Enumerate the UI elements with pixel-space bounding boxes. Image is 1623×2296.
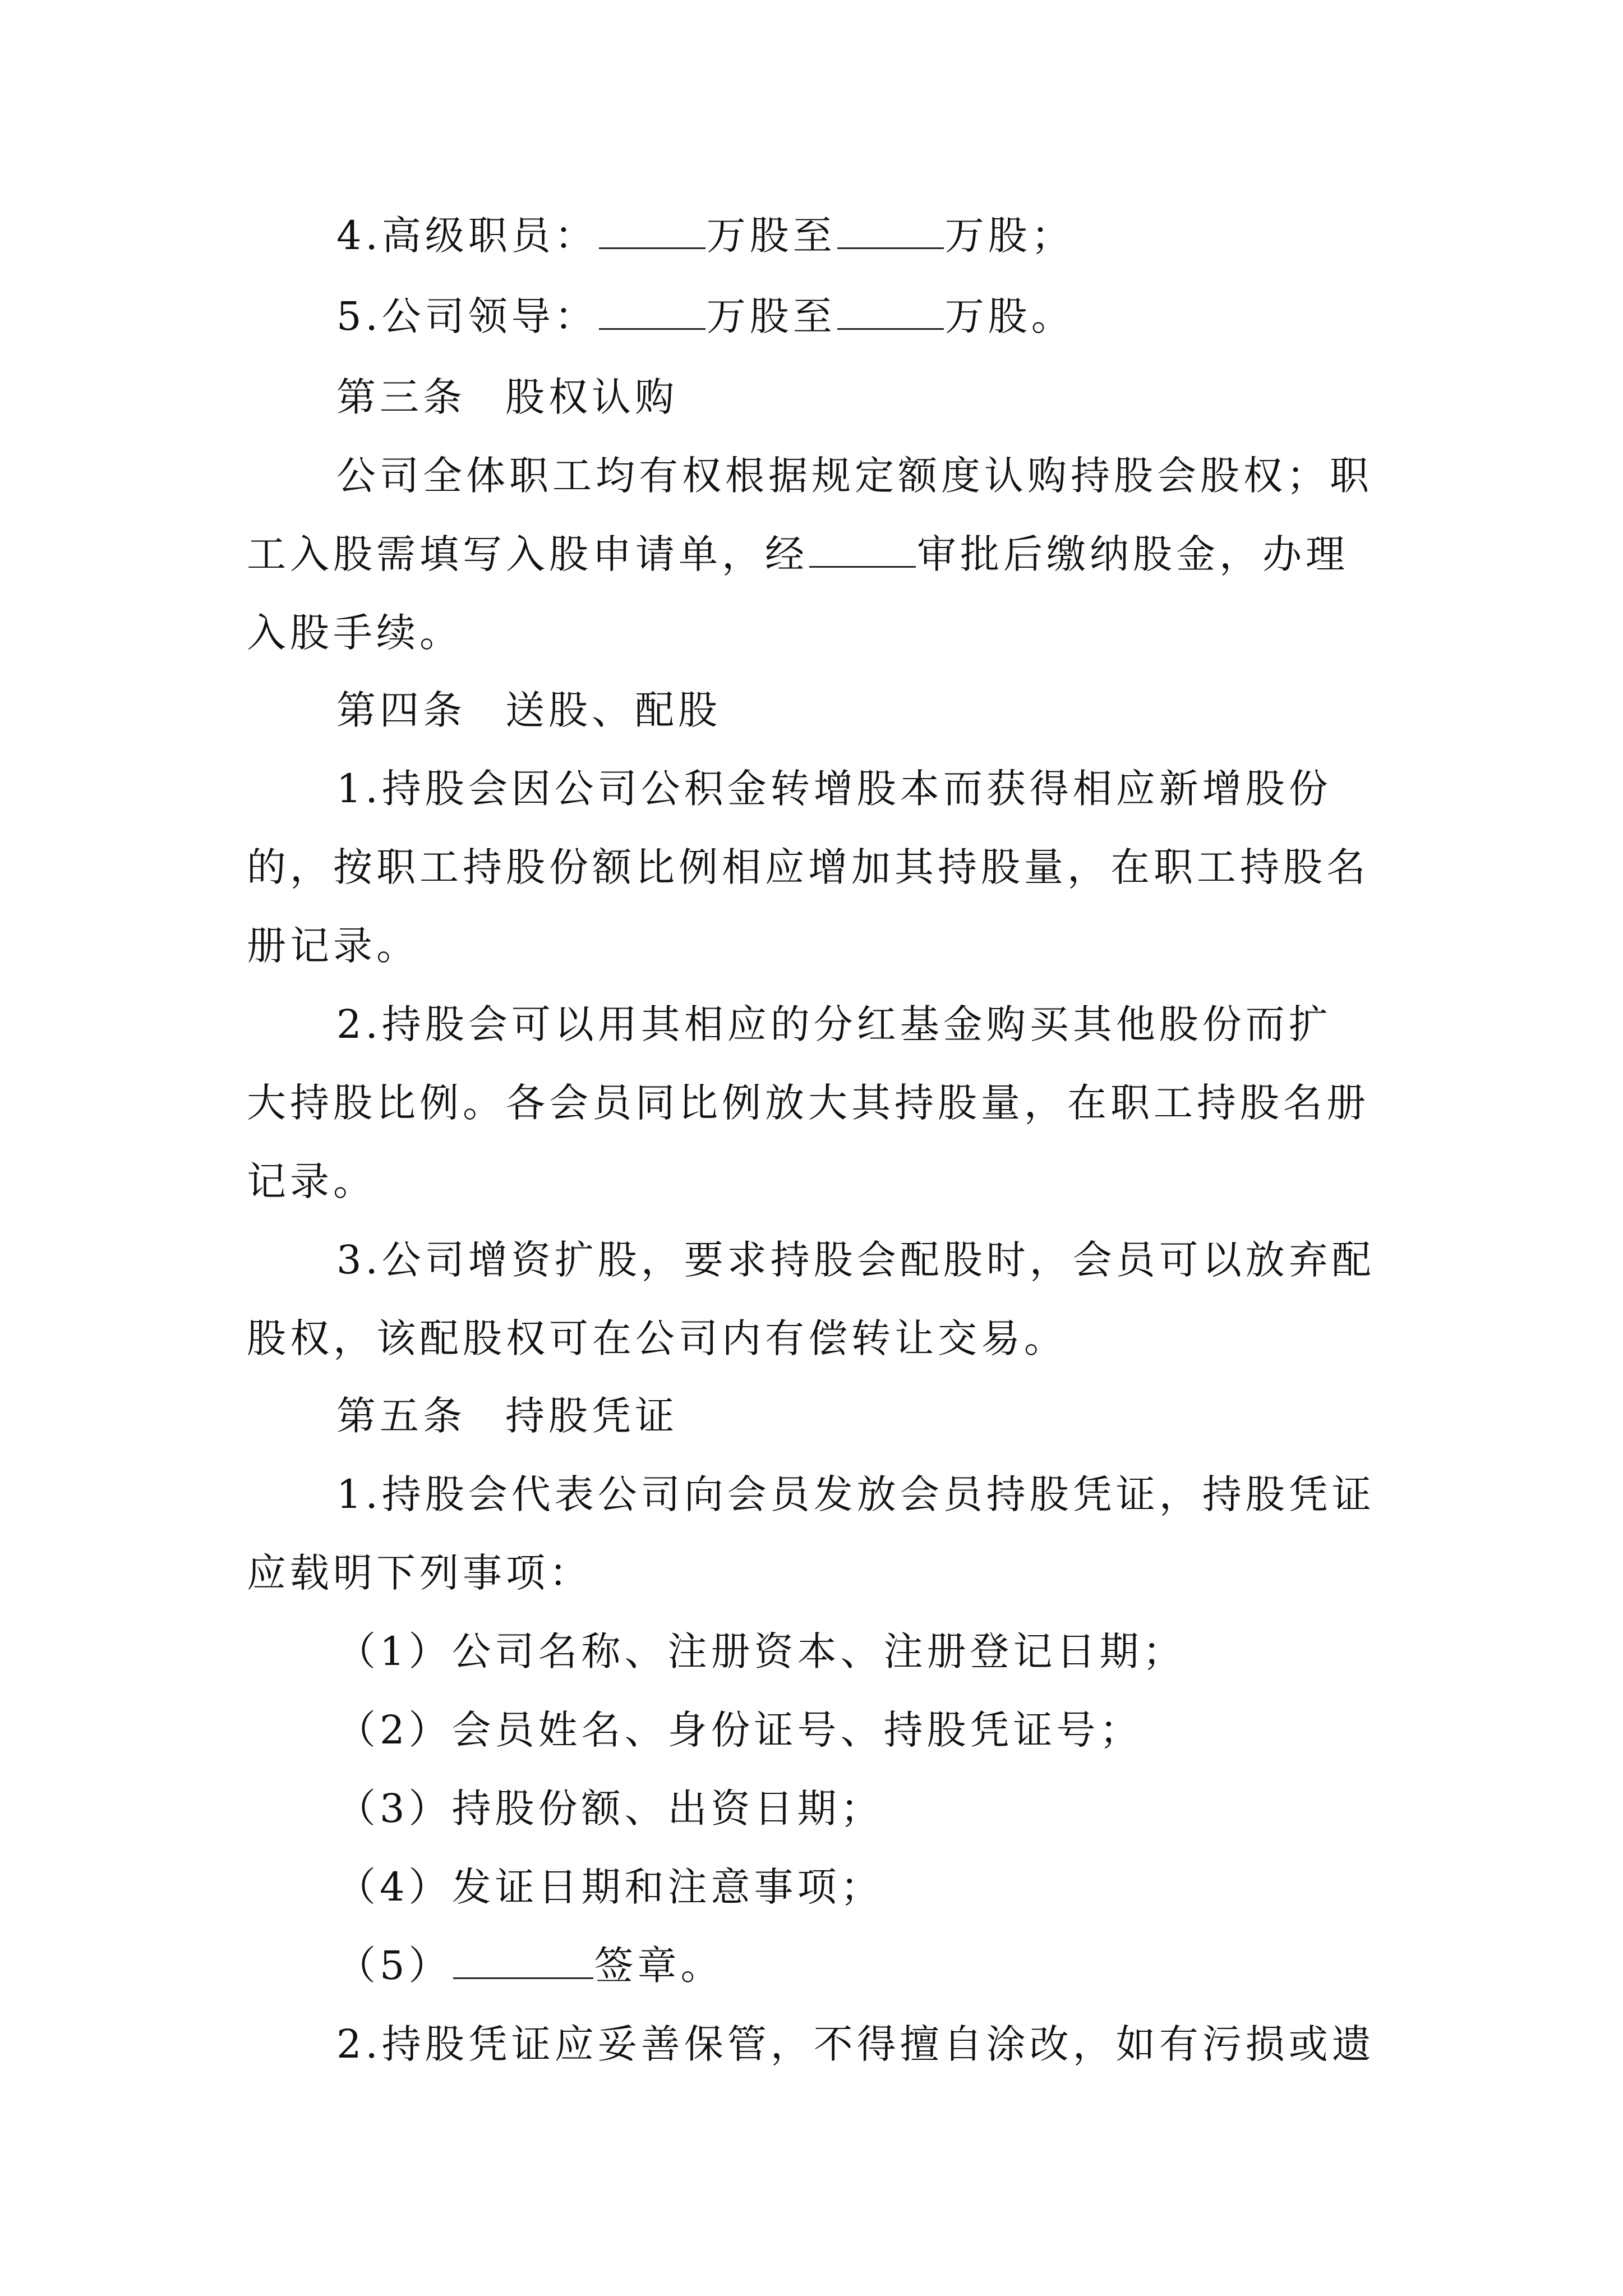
paragraph-line: 股权，该配股权可在公司内有偿转让交易。 — [247, 1315, 1067, 1361]
list-item-senior-staff — [336, 209, 1075, 263]
paragraph-line: 2.持股会可以用其相应的分红基金购买其他股份而扩 — [336, 1001, 1332, 1047]
article-number: 第三条 — [336, 374, 466, 420]
article-title: 持股凭证 — [505, 1393, 678, 1439]
article-heading-5 — [336, 1389, 678, 1443]
list-item-text: 万股至 — [706, 213, 836, 259]
fill-in-blank — [837, 213, 944, 249]
list-item-text: 万股至 — [706, 293, 836, 339]
list-item: （3）持股份额、出资日期； — [336, 1786, 884, 1832]
list-item-text: 签章。 — [594, 1943, 724, 1989]
paragraph-line: 册记录。 — [247, 923, 419, 969]
paragraph-line: 2.持股凭证应妥善保管，不得擅自涂改，如有污损或遗 — [336, 2021, 1375, 2067]
article-number: 第五条 — [336, 1393, 466, 1439]
paragraph-line — [247, 527, 1349, 581]
article-heading-4 — [336, 683, 721, 737]
paragraph-line: 3.公司增资扩股，要求持股会配股时，会员可以放弃配 — [336, 1237, 1375, 1283]
article-title: 送股、配股 — [505, 687, 721, 733]
paragraph-line: 1.持股会因公司公积金转增股本而获得相应新增股份 — [336, 766, 1332, 812]
list-item-text: 万股； — [944, 213, 1075, 259]
paragraph-line: 记录。 — [247, 1158, 376, 1204]
paragraph-line: 应载明下列事项： — [247, 1550, 592, 1596]
list-item-company-leaders — [336, 289, 1075, 343]
list-item: （2）会员姓名、身份证号、持股凭证号； — [336, 1707, 1143, 1753]
list-item-label: （5） — [336, 1943, 452, 1989]
paragraph-line: 大持股比例。各会员同比例放大其持股量，在职工持股名册 — [247, 1080, 1370, 1126]
article-number: 第四条 — [336, 687, 466, 733]
paragraph-text: 工入股需填写入股申请单，经 — [247, 531, 808, 577]
paragraph-text: 审批后缴纳股金，办理 — [917, 531, 1349, 577]
list-item-text: 万股。 — [944, 293, 1075, 339]
list-item-label: 4.高级职员： — [336, 213, 598, 259]
fill-in-blank — [809, 531, 916, 568]
paragraph-line: 的，按职工持股份额比例相应增加其持股量，在职工持股名 — [247, 844, 1370, 890]
paragraph-line: 公司全体职工均有权根据规定额度认购持股会股权；职 — [336, 453, 1373, 499]
paragraph-line: 入股手续。 — [247, 610, 463, 656]
fill-in-blank — [453, 1943, 593, 1979]
list-item: （4）发证日期和注意事项； — [336, 1864, 884, 1910]
list-item-label: 5.公司领导： — [336, 293, 598, 339]
fill-in-blank — [599, 213, 706, 249]
article-heading-3 — [336, 370, 678, 424]
fill-in-blank — [599, 293, 706, 330]
list-item — [336, 1939, 724, 1993]
list-item: （1）公司名称、注册资本、注册登记日期； — [336, 1628, 1186, 1674]
paragraph-line: 1.持股会代表公司向会员发放会员持股凭证，持股凭证 — [336, 1471, 1375, 1517]
fill-in-blank — [837, 293, 944, 330]
article-title: 股权认购 — [505, 374, 678, 420]
